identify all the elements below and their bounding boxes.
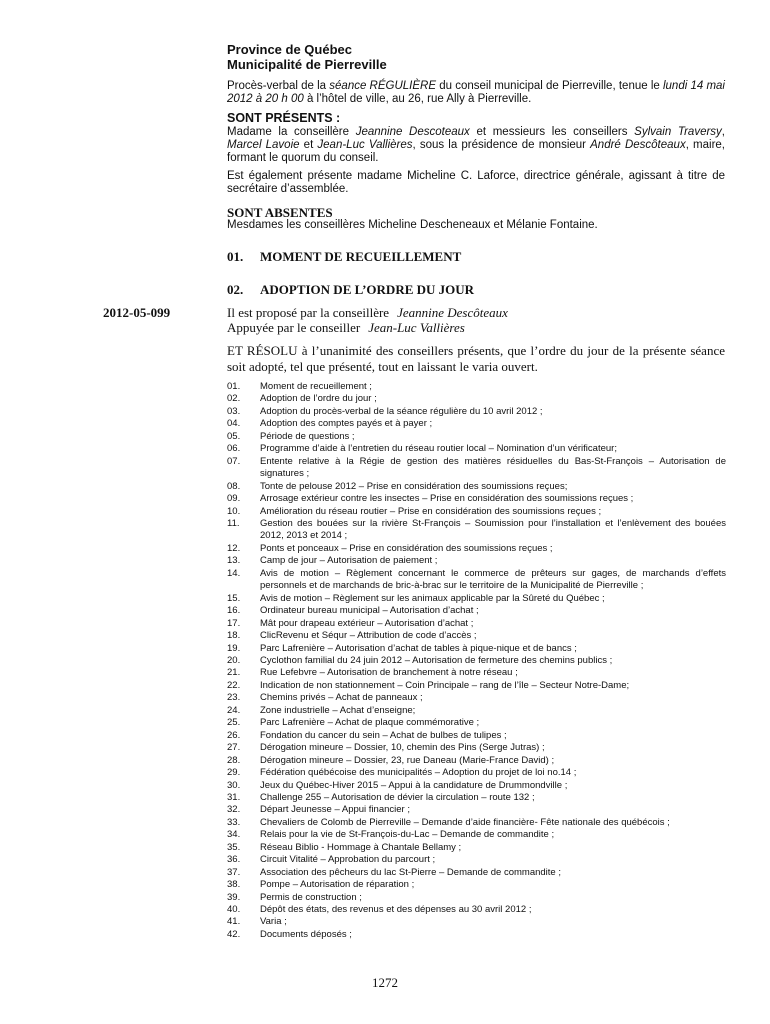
header-province: Province de Québec bbox=[227, 42, 352, 57]
list-item bbox=[227, 643, 726, 655]
agenda-item-number: 09. bbox=[227, 493, 241, 505]
list-item bbox=[227, 767, 726, 779]
agenda-item-text: Amélioration du réseau routier – Prise en considération des soumissions reçues ; bbox=[260, 505, 602, 517]
list-item bbox=[227, 618, 726, 630]
list-item bbox=[227, 879, 726, 891]
agenda-item-number: 24. bbox=[227, 704, 241, 716]
list-item bbox=[227, 443, 726, 455]
agenda-item-number: 19. bbox=[227, 642, 241, 654]
agenda-item-text: Jeux du Québec-Hiver 2015 – Appui à la candidature de Drummondville ; bbox=[260, 779, 568, 791]
agenda-item-number: 13. bbox=[227, 555, 241, 567]
section-01: 01. MOMENT DE RECUEILLEMENT bbox=[227, 249, 462, 264]
agenda-item-text: Camp de jour – Autorisation de paiement ; bbox=[260, 555, 438, 567]
agenda-item-text: Zone industrielle – Achat d’enseigne; bbox=[260, 704, 416, 716]
agenda-item-number: 17. bbox=[227, 617, 241, 629]
list-item bbox=[227, 717, 726, 729]
list-item bbox=[227, 605, 726, 617]
list-item bbox=[227, 393, 726, 405]
agenda-item-text: ClicRevenu et Séqur – Attribution de code d’accès ; bbox=[260, 630, 477, 642]
list-item bbox=[227, 792, 726, 804]
agenda-item-text: Ponts et ponceaux – Prise en considération des soumissions reçues ; bbox=[260, 542, 553, 554]
proposed-line: Il est proposé par la conseillère Jeannine Descôteaux bbox=[227, 305, 508, 320]
agenda-item-number: 36. bbox=[227, 854, 241, 866]
seance-type: séance RÉGULIÈRE bbox=[329, 80, 437, 92]
agenda-item-number: 02. bbox=[227, 393, 241, 405]
agenda-item-text: Période de questions ; bbox=[260, 430, 355, 442]
agenda-item-text: Avis de motion – Règlement concernant le commerce de prêteurs sur gages, de marchands d’effets personnels et de marchands de bric-à-brac sur le territoire de la Municipalité de Pierreville ; bbox=[260, 567, 726, 592]
agenda-item-text: Tonte de pelouse 2012 – Prise en considération des soumissions reçues; bbox=[260, 480, 568, 492]
list-item bbox=[227, 381, 726, 393]
list-item bbox=[227, 518, 726, 543]
list-item bbox=[227, 418, 726, 430]
agenda-item-text: Entente relative à la Régie de gestion des matières résiduelles du Bas-St-François – Autorisation de signatures ; bbox=[260, 455, 726, 480]
list-item bbox=[227, 892, 726, 904]
agenda-list bbox=[227, 381, 726, 941]
agenda-item-text: Parc Lafrenière – Achat de plaque commémorative ; bbox=[260, 717, 480, 729]
seconded-line: Appuyée par le conseiller Jean-Luc Vallières bbox=[227, 320, 465, 335]
list-item bbox=[227, 804, 726, 816]
agenda-item-number: 12. bbox=[227, 542, 241, 554]
agenda-item-text: Avis de motion – Règlement sur les animaux applicable par la Sûreté du Québec ; bbox=[260, 592, 605, 604]
agenda-item-text: Parc Lafrenière – Autorisation d’achat de tables à pique-nique et de bancs ; bbox=[260, 642, 577, 654]
agenda-item-text: Dépôt des états, des revenus et des dépenses au 30 avril 2012 ; bbox=[260, 904, 532, 916]
agenda-item-number: 26. bbox=[227, 729, 241, 741]
list-item bbox=[227, 481, 726, 493]
agenda-item-text: Réseau Biblio - Hommage à Chantale Bellamy ; bbox=[260, 841, 462, 853]
agenda-item-number: 14. bbox=[227, 567, 241, 579]
list-item bbox=[227, 867, 726, 879]
agenda-item-text: Fondation du cancer du sein – Achat de bulbes de tulipes ; bbox=[260, 729, 507, 741]
agenda-item-text: Cyclothon familial du 24 juin 2012 – Autorisation de fermeture des chemins publics ; bbox=[260, 654, 613, 666]
list-item bbox=[227, 854, 726, 866]
agenda-item-text: Permis de construction ; bbox=[260, 891, 362, 903]
list-item bbox=[227, 730, 726, 742]
list-item bbox=[227, 705, 726, 717]
list-item bbox=[227, 692, 726, 704]
list-item bbox=[227, 680, 726, 692]
agenda-item-text: Chemins privés – Achat de panneaux ; bbox=[260, 692, 423, 704]
agenda-item-text: Dérogation mineure – Dossier, 10, chemin des Pins (Serge Jutras) ; bbox=[260, 742, 545, 754]
agenda-item-number: 03. bbox=[227, 405, 241, 417]
resolution-proposers bbox=[227, 305, 725, 335]
list-item bbox=[227, 916, 726, 928]
agenda-item-text: Programme d’aide à l’entretien du réseau routier local – Nomination d’un vérificateur; bbox=[260, 443, 617, 455]
agenda-item-number: 15. bbox=[227, 592, 241, 604]
agenda-item-text: Circuit Vitalité – Approbation du parcourt ; bbox=[260, 854, 436, 866]
agenda-item-number: 08. bbox=[227, 480, 241, 492]
agenda-item-text: Challenge 255 – Autorisation de dévier la circulation – route 132 ; bbox=[260, 791, 535, 803]
agenda-item-text: Association des pêcheurs du lac St-Pierre – Demande de commandite ; bbox=[260, 866, 561, 878]
seance-date: lundi 14 mai 2012 à 20 h 00 bbox=[227, 80, 725, 105]
list-item bbox=[227, 568, 726, 593]
agenda-item-number: 34. bbox=[227, 829, 241, 841]
intro-paragraph: Procès-verbal de la séance RÉGULIÈRE du conseil municipal de Pierreville, tenue le lundi 14 mai 2012 à 20 h 00 à l’hôtel de ville, au 26, rue Ally à Pierreville. bbox=[227, 80, 725, 105]
agenda-item-text: Indication de non stationnement – Coin Principale – rang de l’île – Secteur Notre-Dame; bbox=[260, 679, 630, 691]
secretary-paragraph: Est également présente madame Micheline C. Laforce, directrice générale, agissant à titre de secrétaire d’assemblée. bbox=[227, 170, 725, 195]
list-item bbox=[227, 780, 726, 792]
list-item bbox=[227, 655, 726, 667]
agenda-item-number: 10. bbox=[227, 505, 241, 517]
agenda-item-text: Varia ; bbox=[260, 916, 287, 928]
list-item bbox=[227, 842, 726, 854]
page-number: 1272 bbox=[372, 975, 398, 990]
agenda-item-text: Documents déposés ; bbox=[260, 928, 352, 940]
list-item bbox=[227, 456, 726, 481]
list-item bbox=[227, 667, 726, 679]
agenda-item-number: 04. bbox=[227, 418, 241, 430]
list-item bbox=[227, 755, 726, 767]
header-municipality: Municipalité de Pierreville bbox=[227, 57, 387, 72]
presents-heading: SONT PRÉSENTS : bbox=[227, 111, 341, 125]
list-item bbox=[227, 555, 726, 567]
agenda-item-number: 30. bbox=[227, 779, 241, 791]
list-item bbox=[227, 904, 726, 916]
agenda-item-number: 41. bbox=[227, 916, 241, 928]
resolution-number: 2012-05-099 bbox=[103, 305, 171, 320]
agenda-item-text: Relais pour la vie de St-François-du-Lac – Demande de commandite ; bbox=[260, 829, 555, 841]
agenda-item-text: Ordinateur bureau municipal – Autorisation d’achat ; bbox=[260, 605, 479, 617]
agenda-item-number: 28. bbox=[227, 754, 241, 766]
agenda-item-number: 25. bbox=[227, 717, 241, 729]
agenda-item-number: 40. bbox=[227, 904, 241, 916]
list-item bbox=[227, 742, 726, 754]
agenda-item-number: 01. bbox=[227, 381, 241, 392]
agenda-item-text: Moment de recueillement ; bbox=[260, 381, 372, 392]
agenda-item-text: Arrosage extérieur contre les insectes – Prise en considération des soumissions reçues ; bbox=[260, 493, 634, 505]
list-item bbox=[227, 543, 726, 555]
list-item bbox=[227, 929, 726, 941]
agenda-item-number: 22. bbox=[227, 679, 241, 691]
agenda-item-number: 18. bbox=[227, 630, 241, 642]
resolution-text: ET RÉSOLU à l’unanimité des conseillers présents, que l’ordre du jour de la présente séance soit adopté, tel que présenté, tout en laissant le varia ouvert. bbox=[227, 343, 725, 374]
agenda-item-number: 20. bbox=[227, 654, 241, 666]
agenda-item-text: Adoption du procès-verbal de la séance régulière du 10 avril 2012 ; bbox=[260, 405, 543, 417]
agenda-item-number: 39. bbox=[227, 891, 241, 903]
agenda-item-number: 23. bbox=[227, 692, 241, 704]
agenda-item-number: 38. bbox=[227, 879, 241, 891]
section-02: 02. ADOPTION DE L’ORDRE DU JOUR bbox=[227, 282, 475, 297]
agenda-item-text: Fédération québécoise des municipalités – Adoption du projet de loi no.14 ; bbox=[260, 767, 577, 779]
agenda-item-number: 21. bbox=[227, 667, 241, 679]
agenda-item-text: Chevaliers de Colomb de Pierreville – Demande d’aide financière- Fête nationale des québécois ; bbox=[260, 816, 670, 828]
list-item bbox=[227, 829, 726, 841]
list-item bbox=[227, 431, 726, 443]
agenda-item-text: Adoption des comptes payés et à payer ; bbox=[260, 418, 433, 430]
agenda-item-number: 11. bbox=[227, 517, 240, 529]
absentes-paragraph: Mesdames les conseillères Micheline Descheneaux et Mélanie Fontaine. bbox=[227, 219, 598, 231]
agenda-item-number: 31. bbox=[227, 791, 241, 803]
agenda-item-number: 37. bbox=[227, 866, 241, 878]
agenda-item-number: 16. bbox=[227, 605, 241, 617]
agenda-item-number: 27. bbox=[227, 742, 241, 754]
agenda-item-number: 42. bbox=[227, 928, 241, 940]
agenda-item-number: 29. bbox=[227, 767, 241, 779]
agenda-item-number: 32. bbox=[227, 804, 241, 816]
agenda-item-text: Pompe – Autorisation de réparation ; bbox=[260, 879, 415, 891]
agenda-item-text: Rue Lefebvre – Autorisation de branchement à notre réseau ; bbox=[260, 667, 518, 679]
agenda-item-text: Adoption de l’ordre du jour ; bbox=[260, 393, 377, 405]
list-item bbox=[227, 630, 726, 642]
list-item bbox=[227, 406, 726, 418]
list-item bbox=[227, 493, 726, 505]
agenda-item-text: Gestion des bouées sur la rivière St-François – Soumission pour l’installation et l’enlèvement des bouées 2012, 2013 et 2014 ; bbox=[260, 517, 726, 542]
list-item bbox=[227, 817, 726, 829]
agenda-item-number: 33. bbox=[227, 816, 241, 828]
agenda-item-number: 06. bbox=[227, 443, 241, 455]
agenda-item-text: Mât pour drapeau extérieur – Autorisation d’achat ; bbox=[260, 617, 474, 629]
list-item bbox=[227, 506, 726, 518]
agenda-item-number: 35. bbox=[227, 841, 241, 853]
absentes-heading: SONT ABSENTES bbox=[227, 205, 333, 220]
agenda-item-number: 07. bbox=[227, 455, 241, 467]
presents-paragraph: Madame la conseillère Jeannine Descoteaux et messieurs les conseillers Sylvain Traversy, Marcel Lavoie et Jean-Luc Vallières, sous la présidence de monsieur André Descôteaux, maire, formant le quorum du conseil. bbox=[227, 126, 725, 164]
agenda-item-number: 05. bbox=[227, 430, 241, 442]
agenda-item-text: Départ Jeunesse – Appui financier ; bbox=[260, 804, 410, 816]
agenda-item-text: Dérogation mineure – Dossier, 23, rue Daneau (Marie-France David) ; bbox=[260, 754, 555, 766]
list-item bbox=[227, 593, 726, 605]
document-header bbox=[227, 42, 725, 72]
